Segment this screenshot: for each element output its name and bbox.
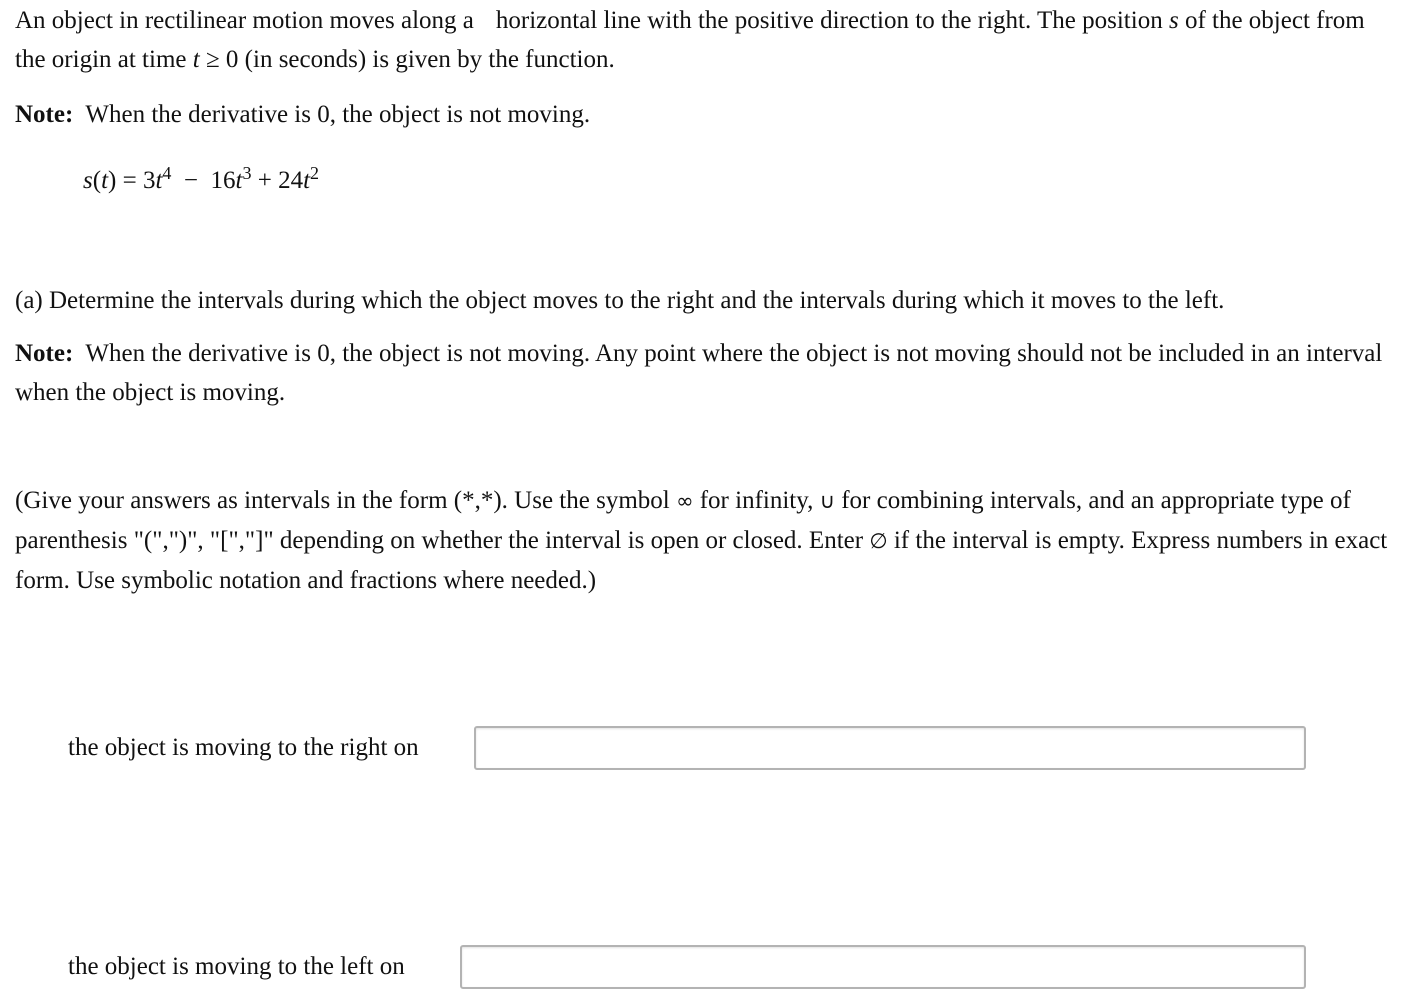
note-1-text: When the derivative is 0, the object is not moving.	[85, 101, 591, 128]
intro-text-3: of the object from the origin at time	[15, 7, 1365, 73]
formula-coef-1: 3	[142, 167, 156, 194]
moving-right-label: the object is moving to the right on	[68, 734, 419, 761]
moving-left-label: the object is moving to the left on	[68, 953, 405, 980]
intro-text-1: An object in rectilinear motion moves along a	[15, 7, 474, 34]
instructions-text-2: for infinity,	[699, 487, 814, 514]
formula-exp-1: 4	[162, 163, 172, 183]
instructions-text-1: (Give your answers as intervals in the form (*,*). Use the symbol	[15, 487, 670, 514]
formula-minus: −	[183, 167, 199, 194]
var-s: s	[1168, 7, 1179, 34]
moving-right-input[interactable]	[474, 726, 1306, 770]
var-t: t	[192, 46, 200, 73]
note-2-label: Note:	[15, 340, 74, 367]
note-2	[15, 334, 1400, 412]
formula-exp-2: 3	[242, 163, 252, 183]
note-2-text: When the derivative is 0, the object is not moving. Any point where the object is not moving should not be included in an interval when the object is moving.	[15, 340, 1383, 406]
note-1-label: Note:	[15, 101, 74, 128]
formula-var-1: t	[155, 167, 163, 194]
position-function	[83, 161, 319, 200]
formula-coef-3: 24	[278, 167, 304, 194]
intro-text-4: 0 (in seconds) is given by the function.	[225, 46, 615, 73]
geq-symbol: ≥	[205, 46, 220, 73]
formula-paren-close: )	[108, 167, 117, 194]
formula-var-2: t	[235, 167, 243, 194]
formula-s: s	[83, 167, 93, 194]
moving-left-input[interactable]	[460, 945, 1306, 989]
part-a-question: (a) Determine the intervals during which the object moves to the right and the intervals during which it moves to the left.	[15, 287, 1225, 314]
formula-coef-2: 16	[210, 167, 236, 194]
instructions-paragraph	[15, 481, 1405, 600]
formula-t: t	[101, 167, 109, 194]
formula-exp-3: 2	[310, 163, 320, 183]
union-icon: ∪	[819, 489, 835, 513]
instructions-text-3: for combining intervals, and an appropriate type of parenthesis "(",")", "[","]" depending on whether the interval is open or closed. Enter	[15, 487, 1351, 554]
note-1	[15, 95, 1400, 134]
infinity-icon: ∞	[675, 489, 694, 513]
empty-set-icon: ∅	[869, 529, 888, 553]
intro-text-2: horizontal line with the positive direction to the right. The position	[495, 7, 1163, 34]
intro-paragraph	[15, 1, 1400, 79]
formula-var-3: t	[303, 167, 311, 194]
instructions-text-4: if the interval is empty. Express numbers in exact form. Use symbolic notation and fractions where needed.)	[15, 527, 1388, 594]
formula-equals: =	[122, 167, 137, 194]
formula-paren-open: (	[92, 167, 102, 194]
formula-plus: +	[257, 167, 272, 194]
